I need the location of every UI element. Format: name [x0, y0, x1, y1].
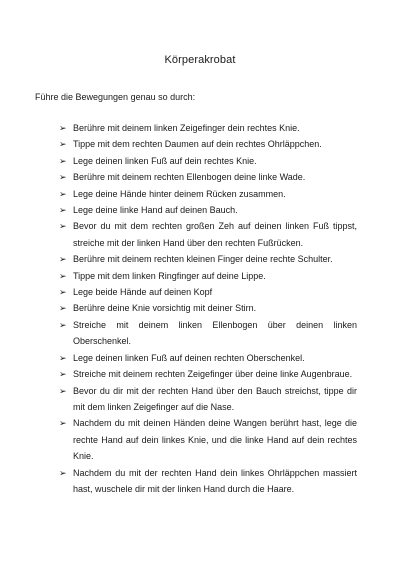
arrow-bullet-icon: ➢ — [59, 303, 67, 314]
list-item — [59, 350, 357, 366]
arrow-bullet-icon: ➢ — [59, 254, 67, 265]
arrow-bullet-icon: ➢ — [59, 188, 67, 199]
arrow-bullet-icon: ➢ — [59, 319, 67, 330]
list-item — [59, 284, 357, 300]
arrow-bullet-icon: ➢ — [59, 385, 67, 396]
list-item — [59, 383, 357, 416]
arrow-bullet-icon: ➢ — [59, 287, 67, 298]
list-item-text: Berühre mit deinem rechten kleinen Finger deine rechte Schulter. — [73, 254, 333, 265]
arrow-bullet-icon: ➢ — [59, 221, 67, 232]
list-item — [59, 186, 357, 202]
list-item — [59, 465, 357, 498]
arrow-bullet-icon: ➢ — [59, 467, 67, 478]
intro-text: Führe die Bewegungen genau so durch: — [35, 92, 196, 102]
arrow-bullet-icon: ➢ — [59, 369, 67, 380]
list-item — [59, 202, 357, 218]
list-item-text: Lege deine Hände hinter deinem Rücken zusammen. — [73, 188, 286, 199]
list-item — [59, 251, 357, 267]
list-item — [59, 366, 357, 382]
arrow-bullet-icon: ➢ — [59, 155, 67, 166]
list-item — [59, 268, 357, 284]
list-item-text: Bevor du dir mit der rechten Hand über den Bauch streichst, tippe dir mit dem linken Zeigefinger auf die Nase. — [73, 385, 357, 412]
instruction-list — [59, 120, 357, 497]
list-item — [59, 169, 357, 185]
list-item-text: Bevor du mit dem rechten großen Zeh auf deinen linken Fuß tippst, streiche mit der linken Hand über den rechten Fußrücken. — [73, 221, 357, 248]
arrow-bullet-icon: ➢ — [59, 123, 67, 133]
arrow-bullet-icon: ➢ — [59, 418, 67, 429]
arrow-bullet-icon: ➢ — [59, 172, 67, 183]
list-item-text: Tippe mit dem linken Ringfinger auf deine Lippe. — [73, 270, 266, 281]
list-item-text: Nachdem du mit deinen Händen deine Wangen berührt hast, lege die rechte Hand auf dein linkes Knie, und die linke Hand auf dein rechtes Knie. — [73, 418, 357, 462]
list-item-text: Tippe mit dem rechten Daumen auf dein rechtes Ohrläppchen. — [73, 139, 322, 150]
arrow-bullet-icon: ➢ — [59, 205, 67, 216]
arrow-bullet-icon: ➢ — [59, 352, 67, 363]
list-item-text: Lege deine linke Hand auf deinen Bauch. — [73, 205, 238, 216]
list-item-text: Lege deinen linken Fuß auf dein rechtes Knie. — [73, 155, 257, 166]
list-item-text: Berühre mit deinem rechten Ellenbogen deine linke Wade. — [73, 172, 306, 183]
list-item-text: Lege beide Hände auf deinen Kopf — [73, 287, 213, 298]
list-item-text: Lege deinen linken Fuß auf deinen rechten Oberschenkel. — [73, 352, 305, 363]
list-item — [59, 300, 357, 316]
arrow-bullet-icon: ➢ — [59, 270, 67, 281]
page-title: Körperakrobat — [164, 54, 236, 66]
list-item — [59, 136, 357, 152]
list-item — [59, 120, 357, 136]
arrow-bullet-icon: ➢ — [59, 139, 67, 150]
list-item — [59, 317, 357, 350]
list-item-text: Nachdem du mit der rechten Hand dein linkes Ohrläppchen massiert hast, wuschele dir mit der linken Hand durch die Haare. — [73, 467, 357, 494]
list-item-text: Berühre deine Knie vorsichtig mit deiner Stirn. — [73, 303, 257, 314]
list-item — [59, 415, 357, 464]
list-item-text: Streiche mit deinem rechten Zeigefinger über deine linke Augenbraue. — [73, 369, 353, 380]
list-item-text: Streiche mit deinem linken Ellenbogen über deinen linken Oberschenkel. — [73, 319, 357, 347]
list-item — [59, 153, 357, 169]
list-item — [59, 218, 357, 251]
list-item-text: Berühre mit deinem linken Zeigefinger dein rechtes Knie. — [73, 123, 300, 133]
